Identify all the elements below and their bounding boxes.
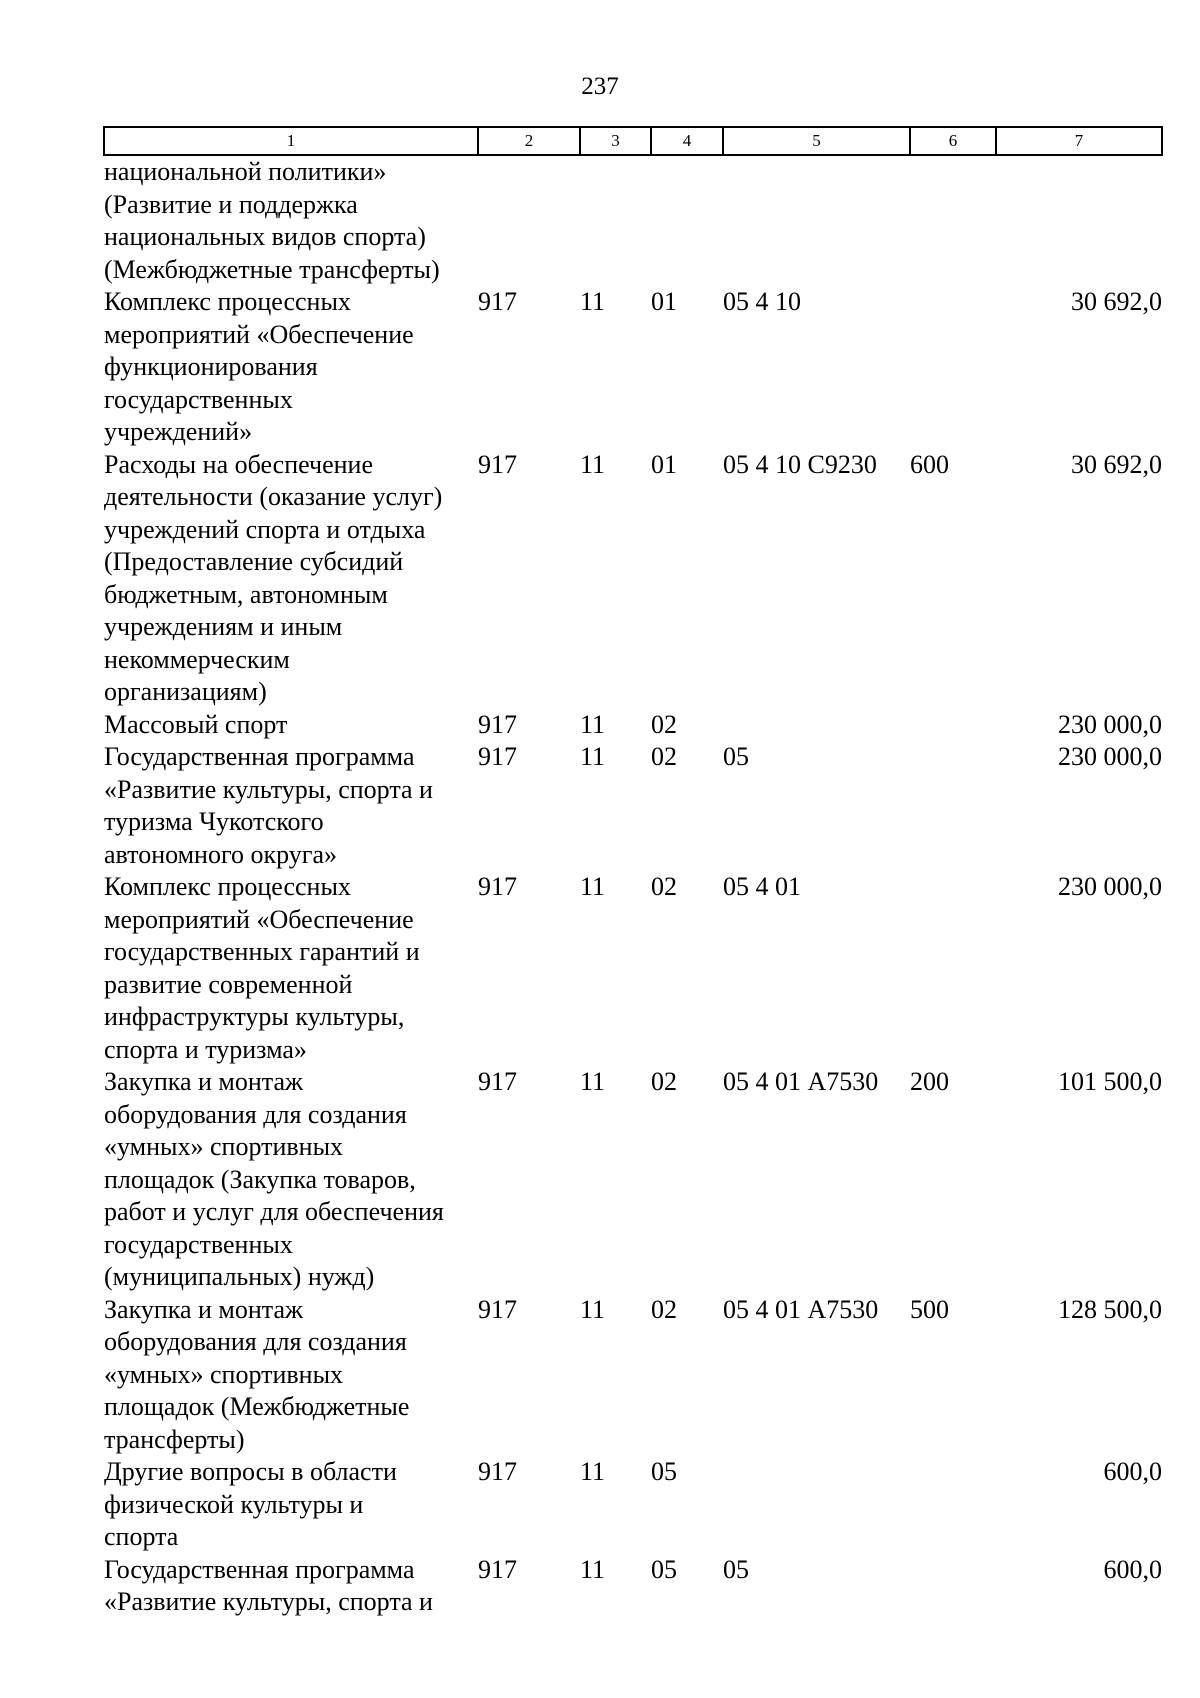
page-number: 237 (581, 73, 619, 100)
column-number: 3 (580, 127, 651, 155)
item-name-line: (Предоставление субсидий (104, 547, 404, 576)
item-name-line: «умных» спортивных (104, 1359, 344, 1389)
admin-code-cell: 917 (478, 1457, 517, 1486)
column-number-row (104, 127, 1162, 155)
admin-code-cell: 917 (478, 1554, 517, 1584)
item-name-cell (104, 871, 478, 1066)
admin-code-cell: 917 (478, 449, 517, 479)
item-name-line: учреждениям и иным (104, 612, 343, 641)
table-row (104, 1456, 1162, 1554)
admin-code-cell: 917 (478, 1294, 517, 1324)
table-row (104, 155, 1162, 286)
column-number: 5 (723, 127, 910, 155)
item-name-line: государственных (104, 384, 293, 414)
table-row (104, 1554, 1162, 1619)
target-article-code-cell: 05 4 10 (723, 287, 801, 316)
section-code-cell: 11 (580, 287, 606, 316)
section-code-cell: 11 (580, 1554, 606, 1584)
column-number: 4 (651, 127, 723, 155)
section-code-cell: 11 (580, 1067, 606, 1096)
section-code-cell: 11 (580, 742, 606, 771)
subsection-code-cell: 01 (651, 449, 677, 479)
expense-type-code-cell (910, 871, 996, 1066)
item-name-line: Массовый спорт (104, 709, 288, 739)
item-name-line: государственных (104, 1229, 293, 1259)
admin-code-cell: 917 (478, 709, 517, 739)
item-name-line: Комплекс процессных (104, 287, 351, 316)
item-name-line: мероприятий «Обеспечение (104, 904, 414, 934)
amount-cell: 30 692,0 (1071, 449, 1162, 479)
section-code-cell: 11 (580, 449, 606, 479)
table-body (104, 155, 1162, 1619)
expense-type-code-cell (910, 741, 996, 871)
amount-cell: 600,0 (1103, 1554, 1162, 1584)
expense-type-code-cell (910, 155, 996, 286)
target-article-code-cell (723, 1456, 910, 1554)
item-name-line: мероприятий «Обеспечение (104, 319, 414, 349)
subsection-code-cell: 01 (651, 287, 677, 316)
item-name-cell (104, 286, 478, 449)
item-name-line: национальной политики» (104, 157, 387, 186)
item-name-line: (Развитие и поддержка (104, 189, 358, 219)
target-article-code-cell: 05 4 01 А7530 (723, 1067, 879, 1096)
table-row (104, 709, 1162, 742)
item-name-cell (104, 709, 478, 742)
item-name-line: спорта и туризма» (104, 1034, 307, 1064)
budget-table (103, 126, 1163, 1619)
table-row (104, 1294, 1162, 1457)
table-row (104, 286, 1162, 449)
item-name-line: (Межбюджетные трансферты) (104, 254, 440, 284)
subsection-code-cell: 02 (651, 872, 677, 901)
item-name-line: Закупка и монтаж (104, 1294, 303, 1324)
amount-cell: 101 500,0 (1058, 1067, 1162, 1096)
column-number: 2 (478, 127, 580, 155)
target-article-code-cell: 05 4 01 (723, 872, 801, 901)
target-article-code-cell: 05 (723, 1554, 749, 1584)
item-name-line: площадок (Межбюджетные (104, 1392, 410, 1421)
column-number: 7 (996, 127, 1162, 155)
admin-code-cell: 917 (478, 1067, 517, 1096)
column-number: 1 (104, 127, 478, 155)
item-name-line: Другие вопросы в области (104, 1457, 397, 1486)
item-name-line: Расходы на обеспечение (104, 449, 374, 479)
target-article-code-cell: 05 4 01 А7530 (723, 1294, 879, 1324)
subsection-code-cell: 05 (651, 1554, 677, 1584)
item-name-line: организациям) (104, 677, 267, 706)
item-name-cell (104, 741, 478, 871)
expense-type-code-cell: 200 (910, 1067, 949, 1096)
item-name-cell (104, 1456, 478, 1554)
section-code-cell (580, 155, 651, 286)
section-code-cell: 11 (580, 872, 606, 901)
admin-code-cell: 917 (478, 872, 517, 901)
item-name-line: площадок (Закупка товаров, (104, 1164, 416, 1194)
expense-type-code-cell: 500 (910, 1294, 949, 1324)
subsection-code-cell: 05 (651, 1457, 677, 1486)
item-name-line: учреждений» (104, 417, 253, 446)
item-name-line: Государственная программа (104, 1554, 415, 1584)
amount-cell (996, 155, 1162, 286)
admin-code-cell (478, 155, 580, 286)
item-name-line: развитие современной (104, 969, 353, 999)
item-name-line: Закупка и монтаж (104, 1067, 303, 1096)
column-number: 6 (910, 127, 996, 155)
item-name-cell (104, 449, 478, 709)
expense-type-code-cell (910, 1554, 996, 1619)
item-name-cell (104, 1066, 478, 1294)
amount-cell: 230 000,0 (1058, 742, 1162, 771)
table-row (104, 871, 1162, 1066)
item-name-line: национальных видов спорта) (104, 222, 426, 251)
amount-cell: 230 000,0 (1058, 872, 1162, 901)
section-code-cell: 11 (580, 1457, 606, 1486)
target-article-code-cell: 05 4 10 С9230 (723, 449, 877, 479)
item-name-line: «Развитие культуры, спорта и (104, 1587, 433, 1616)
table-row (104, 449, 1162, 709)
item-name-line: трансферты) (104, 1424, 245, 1454)
item-name-line: туризма Чукотского (104, 807, 324, 836)
amount-cell: 30 692,0 (1071, 287, 1162, 316)
amount-cell: 128 500,0 (1058, 1294, 1162, 1324)
item-name-line: работ и услуг для обеспечения (104, 1197, 444, 1226)
expense-type-code-cell (910, 1456, 996, 1554)
item-name-line: инфраструктуры культуры, (104, 1002, 405, 1031)
section-code-cell: 11 (580, 709, 606, 739)
admin-code-cell: 917 (478, 287, 517, 316)
item-name-line: бюджетным, автономным (104, 579, 388, 609)
target-article-code-cell (723, 709, 910, 742)
subsection-code-cell: 02 (651, 709, 677, 739)
subsection-code-cell: 02 (651, 742, 677, 771)
amount-cell: 600,0 (1103, 1457, 1162, 1486)
item-name-line: оборудования для создания (104, 1099, 407, 1129)
subsection-code-cell (651, 155, 723, 286)
table-row (104, 1066, 1162, 1294)
admin-code-cell: 917 (478, 742, 517, 771)
item-name-line: учреждений спорта и отдыха (104, 514, 426, 544)
item-name-line: «умных» спортивных (104, 1132, 344, 1161)
target-article-code-cell: 05 (723, 742, 749, 771)
item-name-line: «Развитие культуры, спорта и (104, 774, 433, 804)
item-name-line: Государственная программа (104, 742, 415, 771)
item-name-cell (104, 155, 478, 286)
item-name-line: спорта (104, 1522, 179, 1551)
subsection-code-cell: 02 (651, 1294, 677, 1324)
item-name-line: (муниципальных) нужд) (104, 1262, 375, 1291)
item-name-line: функционирования (104, 352, 318, 381)
item-name-line: Комплекс процессных (104, 872, 351, 901)
item-name-cell (104, 1294, 478, 1457)
section-code-cell: 11 (580, 1294, 606, 1324)
expense-type-code-cell (910, 709, 996, 742)
subsection-code-cell: 02 (651, 1067, 677, 1096)
target-article-code-cell (723, 155, 910, 286)
table-row (104, 741, 1162, 871)
item-name-line: физической культуры и (104, 1489, 364, 1519)
item-name-line: оборудования для создания (104, 1327, 407, 1356)
item-name-line: государственных гарантий и (104, 937, 420, 966)
item-name-line: деятельности (оказание услуг) (104, 482, 443, 511)
amount-cell: 230 000,0 (1058, 709, 1162, 739)
expense-type-code-cell: 600 (910, 449, 949, 479)
item-name-cell (104, 1554, 478, 1619)
expense-type-code-cell (910, 286, 996, 449)
item-name-line: некоммерческим (104, 644, 290, 674)
item-name-line: автономного округа» (104, 839, 337, 869)
